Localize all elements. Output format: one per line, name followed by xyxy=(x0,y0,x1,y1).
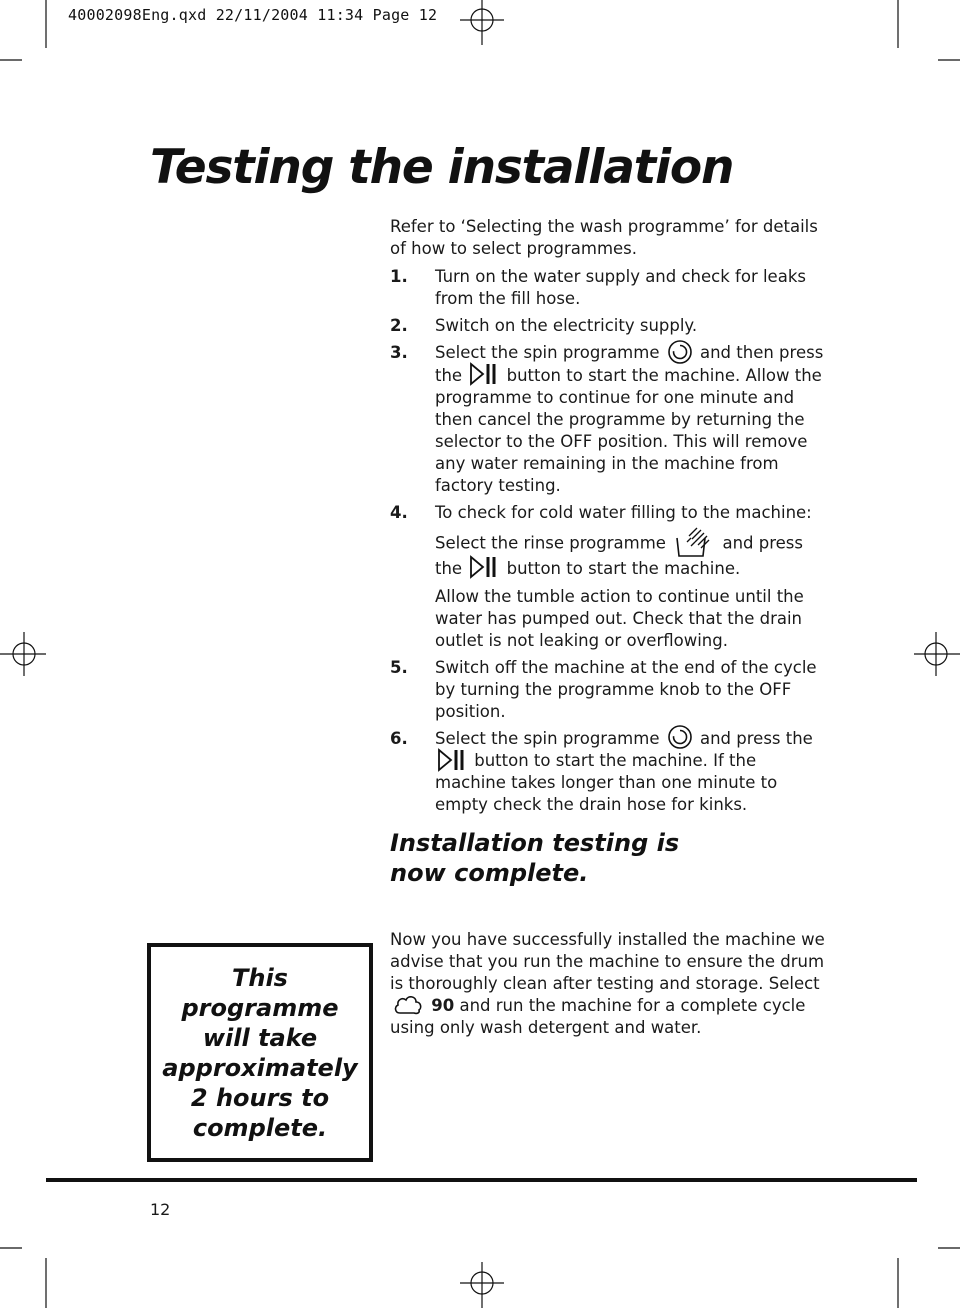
step-text: and then press the xyxy=(435,343,824,385)
step-text: Switch off the machine at the end of the cycle by turning the programme knob to the OFF position. xyxy=(435,657,817,721)
step-text: Select the rinse programme xyxy=(435,533,666,552)
page-title: Testing the installation xyxy=(150,140,734,195)
spin-programme-icon xyxy=(667,724,693,750)
rinse-programme-icon xyxy=(673,526,715,558)
step-text: Switch on the electricity supply. xyxy=(435,316,698,335)
step-6 xyxy=(390,728,830,817)
start-pause-icon xyxy=(469,555,499,579)
step-text: and press the xyxy=(699,728,813,748)
closing-paragraph xyxy=(390,929,830,1039)
instructions xyxy=(390,216,830,888)
step-text: Select the spin programme xyxy=(435,343,660,362)
intro-text: Refer to ‘Selecting the wash programme’ for details of how to select programmes. xyxy=(390,217,818,258)
step-number: 2. xyxy=(390,316,408,335)
step-3 xyxy=(390,342,830,497)
spin-programme-icon xyxy=(667,339,693,365)
step-text: and press the xyxy=(435,533,803,578)
step-4-rinse xyxy=(435,530,830,580)
step-number: 1. xyxy=(390,267,408,286)
footer-rule xyxy=(46,1178,917,1182)
cotton-programme-icon xyxy=(392,993,424,1017)
step-text: To check for cold water filling to the machine: xyxy=(435,502,812,522)
step-number: 6. xyxy=(390,728,408,748)
step-number: 4. xyxy=(390,502,408,522)
step-2 xyxy=(390,315,830,337)
step-text: Select the spin programme xyxy=(435,728,660,748)
step-text: button to start the machine. Allow the programme to continue for one minute and then cancel the programme by returning the selector to the OFF position. This will remove any water remaining in the machine from factory testing. xyxy=(435,365,822,495)
programme-temperature: 90 xyxy=(431,996,455,1015)
step-number: 5. xyxy=(390,657,408,677)
completion-heading: Installation testing is now complete. xyxy=(390,829,680,887)
start-pause-icon xyxy=(437,748,467,772)
file-slug: 40002098Eng.qxd 22/11/2004 11:34 Page 12 xyxy=(68,6,438,24)
start-pause-icon xyxy=(469,362,499,386)
step-1 xyxy=(390,266,830,310)
step-text: button to start the machine. xyxy=(506,558,741,578)
page-number: 12 xyxy=(150,1200,171,1219)
duration-callout-box xyxy=(147,943,373,1162)
closing-text: Now you have successfully installed the machine we advise that you run the machine to ensure the drum is thoroughly clean after testing and storage. Select xyxy=(390,930,825,993)
step-4-tumble xyxy=(435,586,830,652)
step-4 xyxy=(390,502,830,652)
callout-text: This programme will take approximately 2 hours to complete. xyxy=(162,963,358,1142)
step-number: 3. xyxy=(390,343,408,362)
step-text: Turn on the water supply and check for leaks from the fill hose. xyxy=(435,267,806,308)
step-text: button to start the machine. If the machine takes longer than one minute to empty check the drain hose for kinks. xyxy=(435,751,778,814)
closing-text: and run the machine for a complete cycle using only wash detergent and water. xyxy=(390,996,806,1037)
step-text: Allow the tumble action to continue until the water has pumped out. Check that the drain outlet is not leaking or overflowing. xyxy=(435,586,804,650)
step-5 xyxy=(390,657,830,723)
